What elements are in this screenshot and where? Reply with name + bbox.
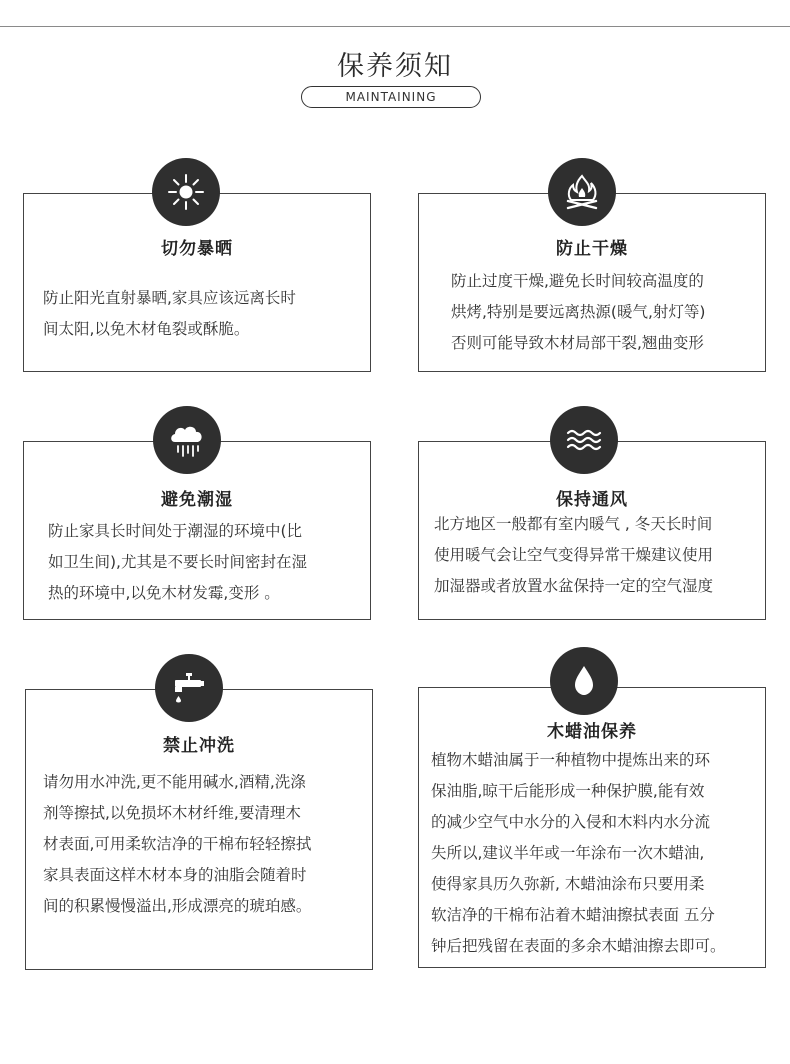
card-line: 失所以,建议半年或一年涂布一次木蜡油, xyxy=(431,844,705,862)
card-wax-oil xyxy=(418,687,766,968)
fire-icon xyxy=(548,158,616,226)
faucet-icon xyxy=(155,654,223,722)
card-line: 热的环境中,以免木材发霉,变形 。 xyxy=(48,584,280,602)
top-divider xyxy=(0,26,790,27)
card-line: 软洁净的干棉布沾着木蜡油擦拭表面 五分 xyxy=(431,906,715,924)
card-line: 使用暖气会让空气变得异常干燥建议使用 xyxy=(434,546,714,564)
card-title: 木蜡油保养 xyxy=(547,722,637,742)
card-title: 切勿暴晒 xyxy=(161,239,233,259)
card-line: 间太阳,以免木材龟裂或酥脆。 xyxy=(43,320,250,338)
card-text xyxy=(434,509,713,602)
card-line: 防止过度干燥,避免长时间较高温度的 xyxy=(451,272,704,290)
card-title: 避免潮湿 xyxy=(161,490,233,510)
card-text xyxy=(43,767,311,922)
subtitle-badge: MAINTAINING xyxy=(301,86,481,108)
page-title: 保养须知 xyxy=(337,51,453,82)
card-line: 钟后把残留在表面的多余木蜡油擦去即可。 xyxy=(431,937,726,955)
card-line: 防止阳光直射暴晒,家具应该远离长时 xyxy=(43,289,296,307)
card-title: 禁止冲洗 xyxy=(163,736,235,756)
card-line: 加湿器或者放置水盆保持一定的空气湿度 xyxy=(434,577,714,595)
card-line: 间的积累慢慢溢出,形成漂亮的琥珀感。 xyxy=(43,897,312,915)
card-title: 防止干燥 xyxy=(556,239,628,259)
card-line: 保油脂,晾干后能形成一种保护膜,能有效 xyxy=(431,782,705,800)
card-line: 的减少空气中水分的入侵和木料内水分流 xyxy=(431,813,711,831)
waves-icon xyxy=(550,406,618,474)
card-title: 保持通风 xyxy=(556,490,628,510)
card-no-rinse xyxy=(25,689,373,970)
card-line: 否则可能导致木材局部干裂,翘曲变形 xyxy=(451,334,704,352)
card-text xyxy=(48,516,307,609)
card-text xyxy=(43,283,296,345)
card-line: 植物木蜡油属于一种植物中提炼出来的环 xyxy=(431,751,711,769)
card-line: 使得家具历久弥新, 木蜡油涂布只要用柔 xyxy=(431,875,705,893)
card-line: 烘烤,特别是要远离热源(暖气,射灯等) xyxy=(451,303,706,321)
card-line: 剂等擦拭,以免损坏木材纤维,要清理木 xyxy=(43,804,301,822)
card-text xyxy=(431,745,726,962)
rain-cloud-icon xyxy=(153,406,221,474)
card-text xyxy=(451,266,705,359)
card-line: 材表面,可用柔软洁净的干棉布轻轻擦拭 xyxy=(43,835,312,853)
card-line: 请勿用水冲洗,更不能用碱水,酒精,洗涤 xyxy=(43,773,306,791)
water-drop-icon xyxy=(550,647,618,715)
sun-icon xyxy=(152,158,220,226)
card-line: 防止家具长时间处于潮湿的环境中(比 xyxy=(48,522,303,540)
card-line: 北方地区一般都有室内暖气 , 冬天长时间 xyxy=(434,515,713,533)
card-line: 如卫生间),尤其是不要长时间密封在湿 xyxy=(48,553,307,571)
card-line: 家具表面这样木材本身的油脂会随着时 xyxy=(43,866,307,884)
